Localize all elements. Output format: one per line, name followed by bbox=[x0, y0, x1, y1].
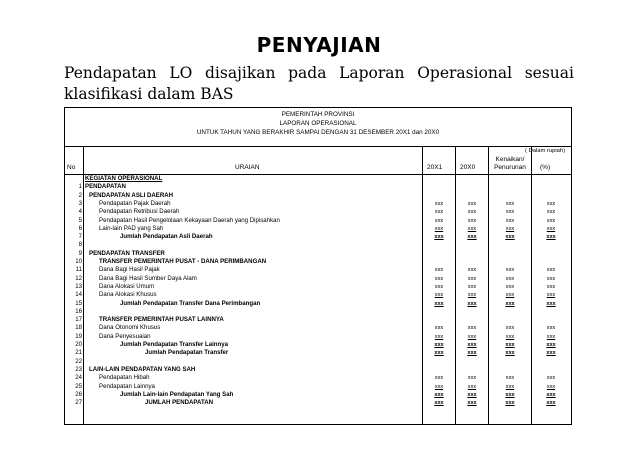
table-row bbox=[65, 183, 571, 191]
row-description: Dana Bagi Hasil Sumber Daya Alam bbox=[99, 274, 197, 282]
value-kenaikan: xxx bbox=[505, 325, 515, 332]
row-description: PENDAPATAN TRANSFER bbox=[89, 249, 165, 257]
table-row bbox=[65, 399, 571, 407]
table-row bbox=[65, 383, 571, 391]
row-number: 1 bbox=[78, 183, 82, 191]
row-number: 11 bbox=[75, 266, 82, 274]
row-number: 12 bbox=[75, 274, 82, 282]
row-number: 16 bbox=[75, 307, 82, 315]
report-title: LAPORAN OPERASIONAL bbox=[279, 120, 357, 127]
value-20x1: xxx bbox=[434, 333, 444, 340]
table-row bbox=[65, 258, 571, 266]
report-period: UNTUK TAHUN YANG BERAKHIR SAMPAI DENGAN 31 DESEMBER 20X1 dan 20X0 bbox=[196, 129, 440, 136]
value-20x0: xxx bbox=[467, 333, 477, 340]
value-20x1: xxx bbox=[434, 400, 444, 407]
row-number: 4 bbox=[78, 208, 82, 216]
col-header-uraian: URAIAN bbox=[235, 164, 260, 171]
value-20x0: xxx bbox=[467, 292, 477, 299]
row-description: Dana Bagi Hasil Pajak bbox=[99, 266, 160, 274]
value-20x0: xxx bbox=[467, 200, 477, 207]
row-number: 22 bbox=[75, 357, 82, 365]
value-percent: xxx bbox=[546, 283, 556, 290]
col-header-percent: (%) bbox=[540, 164, 551, 171]
value-20x0: xxx bbox=[467, 217, 477, 224]
value-kenaikan: xxx bbox=[505, 391, 515, 398]
row-number: 14 bbox=[75, 291, 82, 299]
row-number: 10 bbox=[75, 258, 82, 265]
table-row bbox=[65, 358, 571, 366]
value-kenaikan: xxx bbox=[505, 200, 515, 207]
row-description: Jumlah Lain-lain Pendapatan Yang Sah bbox=[120, 390, 234, 398]
value-kenaikan: xxx bbox=[505, 383, 515, 390]
row-number: 18 bbox=[75, 324, 82, 332]
row-description: Lain-lain PAD yang Sah bbox=[99, 224, 164, 232]
value-percent: xxx bbox=[546, 217, 556, 224]
row-description: Dana Alokasi Umum bbox=[99, 282, 155, 290]
value-20x0: xxx bbox=[467, 391, 477, 398]
row-number: 8 bbox=[78, 241, 82, 249]
row-description: JUMLAH PENDAPATAN bbox=[145, 399, 214, 407]
table-row bbox=[65, 391, 571, 399]
row-number: 25 bbox=[75, 382, 82, 390]
table-row bbox=[65, 308, 571, 316]
value-20x1: xxx bbox=[434, 391, 444, 398]
row-description: Pendapatan Pajak Daerah bbox=[99, 199, 171, 207]
table-row bbox=[65, 266, 571, 274]
value-percent: xxx bbox=[546, 225, 556, 232]
value-20x0: xxx bbox=[467, 225, 477, 232]
col-header-no: No bbox=[67, 164, 76, 171]
table-row bbox=[65, 233, 571, 241]
value-20x1: xxx bbox=[434, 209, 444, 216]
row-number: 2 bbox=[78, 191, 82, 199]
table-row bbox=[65, 283, 571, 291]
row-description: Pendapatan Lainnya bbox=[99, 382, 155, 390]
value-percent: xxx bbox=[546, 342, 556, 348]
row-number: 19 bbox=[75, 332, 82, 340]
row-description: Pendapatan Hibah bbox=[99, 374, 150, 382]
row-number: 7 bbox=[78, 233, 82, 241]
row-number: 20 bbox=[75, 341, 82, 348]
value-20x1: xxx bbox=[434, 234, 444, 241]
table-row bbox=[65, 275, 571, 283]
row-description: Jumlah Pendapatan Transfer bbox=[145, 349, 229, 357]
row-number: 5 bbox=[78, 216, 82, 224]
value-20x1: xxx bbox=[434, 292, 444, 299]
value-20x0: xxx bbox=[467, 283, 477, 290]
value-kenaikan: xxx bbox=[505, 400, 515, 407]
header-divider bbox=[65, 146, 571, 147]
value-20x1: xxx bbox=[434, 267, 444, 274]
table-row bbox=[65, 225, 571, 233]
value-kenaikan: xxx bbox=[505, 217, 515, 224]
row-description: Dana Otonomi Khusus bbox=[99, 324, 161, 332]
value-20x0: xxx bbox=[467, 275, 477, 282]
value-percent: xxx bbox=[546, 325, 556, 332]
operational-report-table bbox=[64, 107, 572, 425]
value-kenaikan: xxx bbox=[505, 209, 515, 216]
value-percent: xxx bbox=[546, 383, 556, 390]
table-row bbox=[65, 341, 571, 349]
value-kenaikan: xxx bbox=[505, 225, 515, 232]
value-20x1: xxx bbox=[434, 325, 444, 332]
value-kenaikan: xxx bbox=[505, 275, 515, 282]
value-kenaikan: xxx bbox=[505, 375, 515, 382]
report-unit: ( Dalam rupiah) bbox=[525, 148, 565, 154]
row-number: 3 bbox=[78, 199, 82, 207]
row-description: Pendapatan Retribusi Daerah bbox=[99, 208, 180, 216]
value-20x0: xxx bbox=[467, 375, 477, 382]
row-number: 23 bbox=[75, 365, 82, 373]
value-percent: xxx bbox=[546, 234, 556, 241]
table-row bbox=[65, 241, 571, 249]
value-20x0: xxx bbox=[467, 267, 477, 274]
value-20x1: xxx bbox=[434, 217, 444, 224]
value-kenaikan: xxx bbox=[505, 350, 515, 357]
value-20x1: xxx bbox=[434, 225, 444, 232]
value-kenaikan: xxx bbox=[505, 283, 515, 290]
value-20x1: xxx bbox=[434, 200, 444, 207]
value-20x0: xxx bbox=[467, 342, 477, 348]
lead-paragraph: Pendapatan LO disajikan pada Laporan Operasional sesuai klasifikasi dalam BAS bbox=[64, 64, 574, 103]
row-description: Jumlah Pendapatan Transfer Dana Perimbangan bbox=[120, 299, 261, 307]
row-number: 17 bbox=[75, 316, 82, 324]
value-percent: xxx bbox=[546, 333, 556, 340]
row-description: PENDAPATAN ASLI DAERAH bbox=[89, 191, 174, 199]
row-number: 13 bbox=[75, 282, 82, 290]
value-kenaikan: xxx bbox=[505, 234, 515, 241]
row-number: 27 bbox=[75, 399, 82, 407]
value-20x0: xxx bbox=[467, 400, 477, 407]
value-percent: xxx bbox=[546, 209, 556, 216]
table-row bbox=[65, 324, 571, 332]
value-20x1: xxx bbox=[434, 300, 444, 307]
col-header-20x1: 20X1 bbox=[427, 164, 443, 171]
value-kenaikan: xxx bbox=[505, 292, 515, 299]
table-row bbox=[65, 349, 571, 357]
table-row bbox=[65, 200, 571, 208]
value-20x0: xxx bbox=[467, 234, 477, 241]
row-description: KEGIATAN OPERASIONAL bbox=[85, 175, 163, 182]
value-20x1: xxx bbox=[434, 342, 444, 348]
value-20x0: xxx bbox=[467, 350, 477, 357]
table-row bbox=[65, 333, 571, 341]
page-title: PENYAJIAN bbox=[256, 33, 382, 57]
value-percent: xxx bbox=[546, 375, 556, 382]
value-20x1: xxx bbox=[434, 275, 444, 282]
value-kenaikan: xxx bbox=[505, 333, 515, 340]
table-row bbox=[65, 208, 571, 216]
row-number: 24 bbox=[75, 374, 82, 382]
row-description: TRANSFER PEMERINTAH PUSAT - DANA PERIMBANGAN bbox=[99, 258, 267, 265]
value-percent: xxx bbox=[546, 275, 556, 282]
value-20x0: xxx bbox=[467, 209, 477, 216]
value-20x0: xxx bbox=[467, 300, 477, 307]
value-percent: xxx bbox=[546, 200, 556, 207]
value-20x0: xxx bbox=[467, 383, 477, 390]
value-percent: xxx bbox=[546, 350, 556, 357]
row-number: 26 bbox=[75, 390, 82, 398]
value-percent: xxx bbox=[546, 267, 556, 274]
row-number: 21 bbox=[75, 349, 82, 357]
report-government-name: PEMERINTAH PROVINSI bbox=[281, 111, 355, 118]
row-description: Jumlah Pendapatan Asli Daerah bbox=[120, 233, 213, 241]
row-description: Dana Penyesuaian bbox=[99, 332, 151, 340]
row-description: Jumlah Pendapatan Transfer Lainnya bbox=[120, 341, 229, 348]
table-row bbox=[65, 366, 571, 374]
value-kenaikan: xxx bbox=[505, 267, 515, 274]
value-percent: xxx bbox=[546, 391, 556, 398]
value-kenaikan: xxx bbox=[505, 300, 515, 307]
row-number: 15 bbox=[75, 299, 82, 307]
value-20x1: xxx bbox=[434, 350, 444, 357]
row-description: Dana Alokasi Khusus bbox=[99, 291, 157, 299]
table-row bbox=[65, 300, 571, 308]
table-row bbox=[65, 192, 571, 200]
row-description: TRANSFER PEMERINTAH PUSAT LAINNYA bbox=[99, 316, 224, 324]
table-row bbox=[65, 217, 571, 225]
value-percent: xxx bbox=[546, 400, 556, 407]
value-kenaikan: xxx bbox=[505, 342, 515, 348]
col-header-kenaikan: Kenaikan/ Penurunan bbox=[494, 156, 526, 171]
value-percent: xxx bbox=[546, 292, 556, 299]
row-number: 9 bbox=[78, 249, 82, 257]
table-row bbox=[65, 175, 571, 183]
row-description: Pendapatan Hasil Pengelolaan Kekayaan Daerah yang Dipisahkan bbox=[99, 216, 280, 224]
row-description: PENDAPATAN bbox=[85, 183, 126, 191]
row-description: LAIN-LAIN PENDAPATAN YANG SAH bbox=[89, 365, 196, 373]
col-header-20x0: 20X0 bbox=[460, 164, 476, 171]
table-row bbox=[65, 250, 571, 258]
table-row bbox=[65, 291, 571, 299]
row-number: 6 bbox=[78, 224, 82, 232]
table-row bbox=[65, 374, 571, 382]
value-20x1: xxx bbox=[434, 383, 444, 390]
value-percent: xxx bbox=[546, 300, 556, 307]
value-20x1: xxx bbox=[434, 375, 444, 382]
table-row bbox=[65, 316, 571, 324]
value-20x1: xxx bbox=[434, 283, 444, 290]
value-20x0: xxx bbox=[467, 325, 477, 332]
